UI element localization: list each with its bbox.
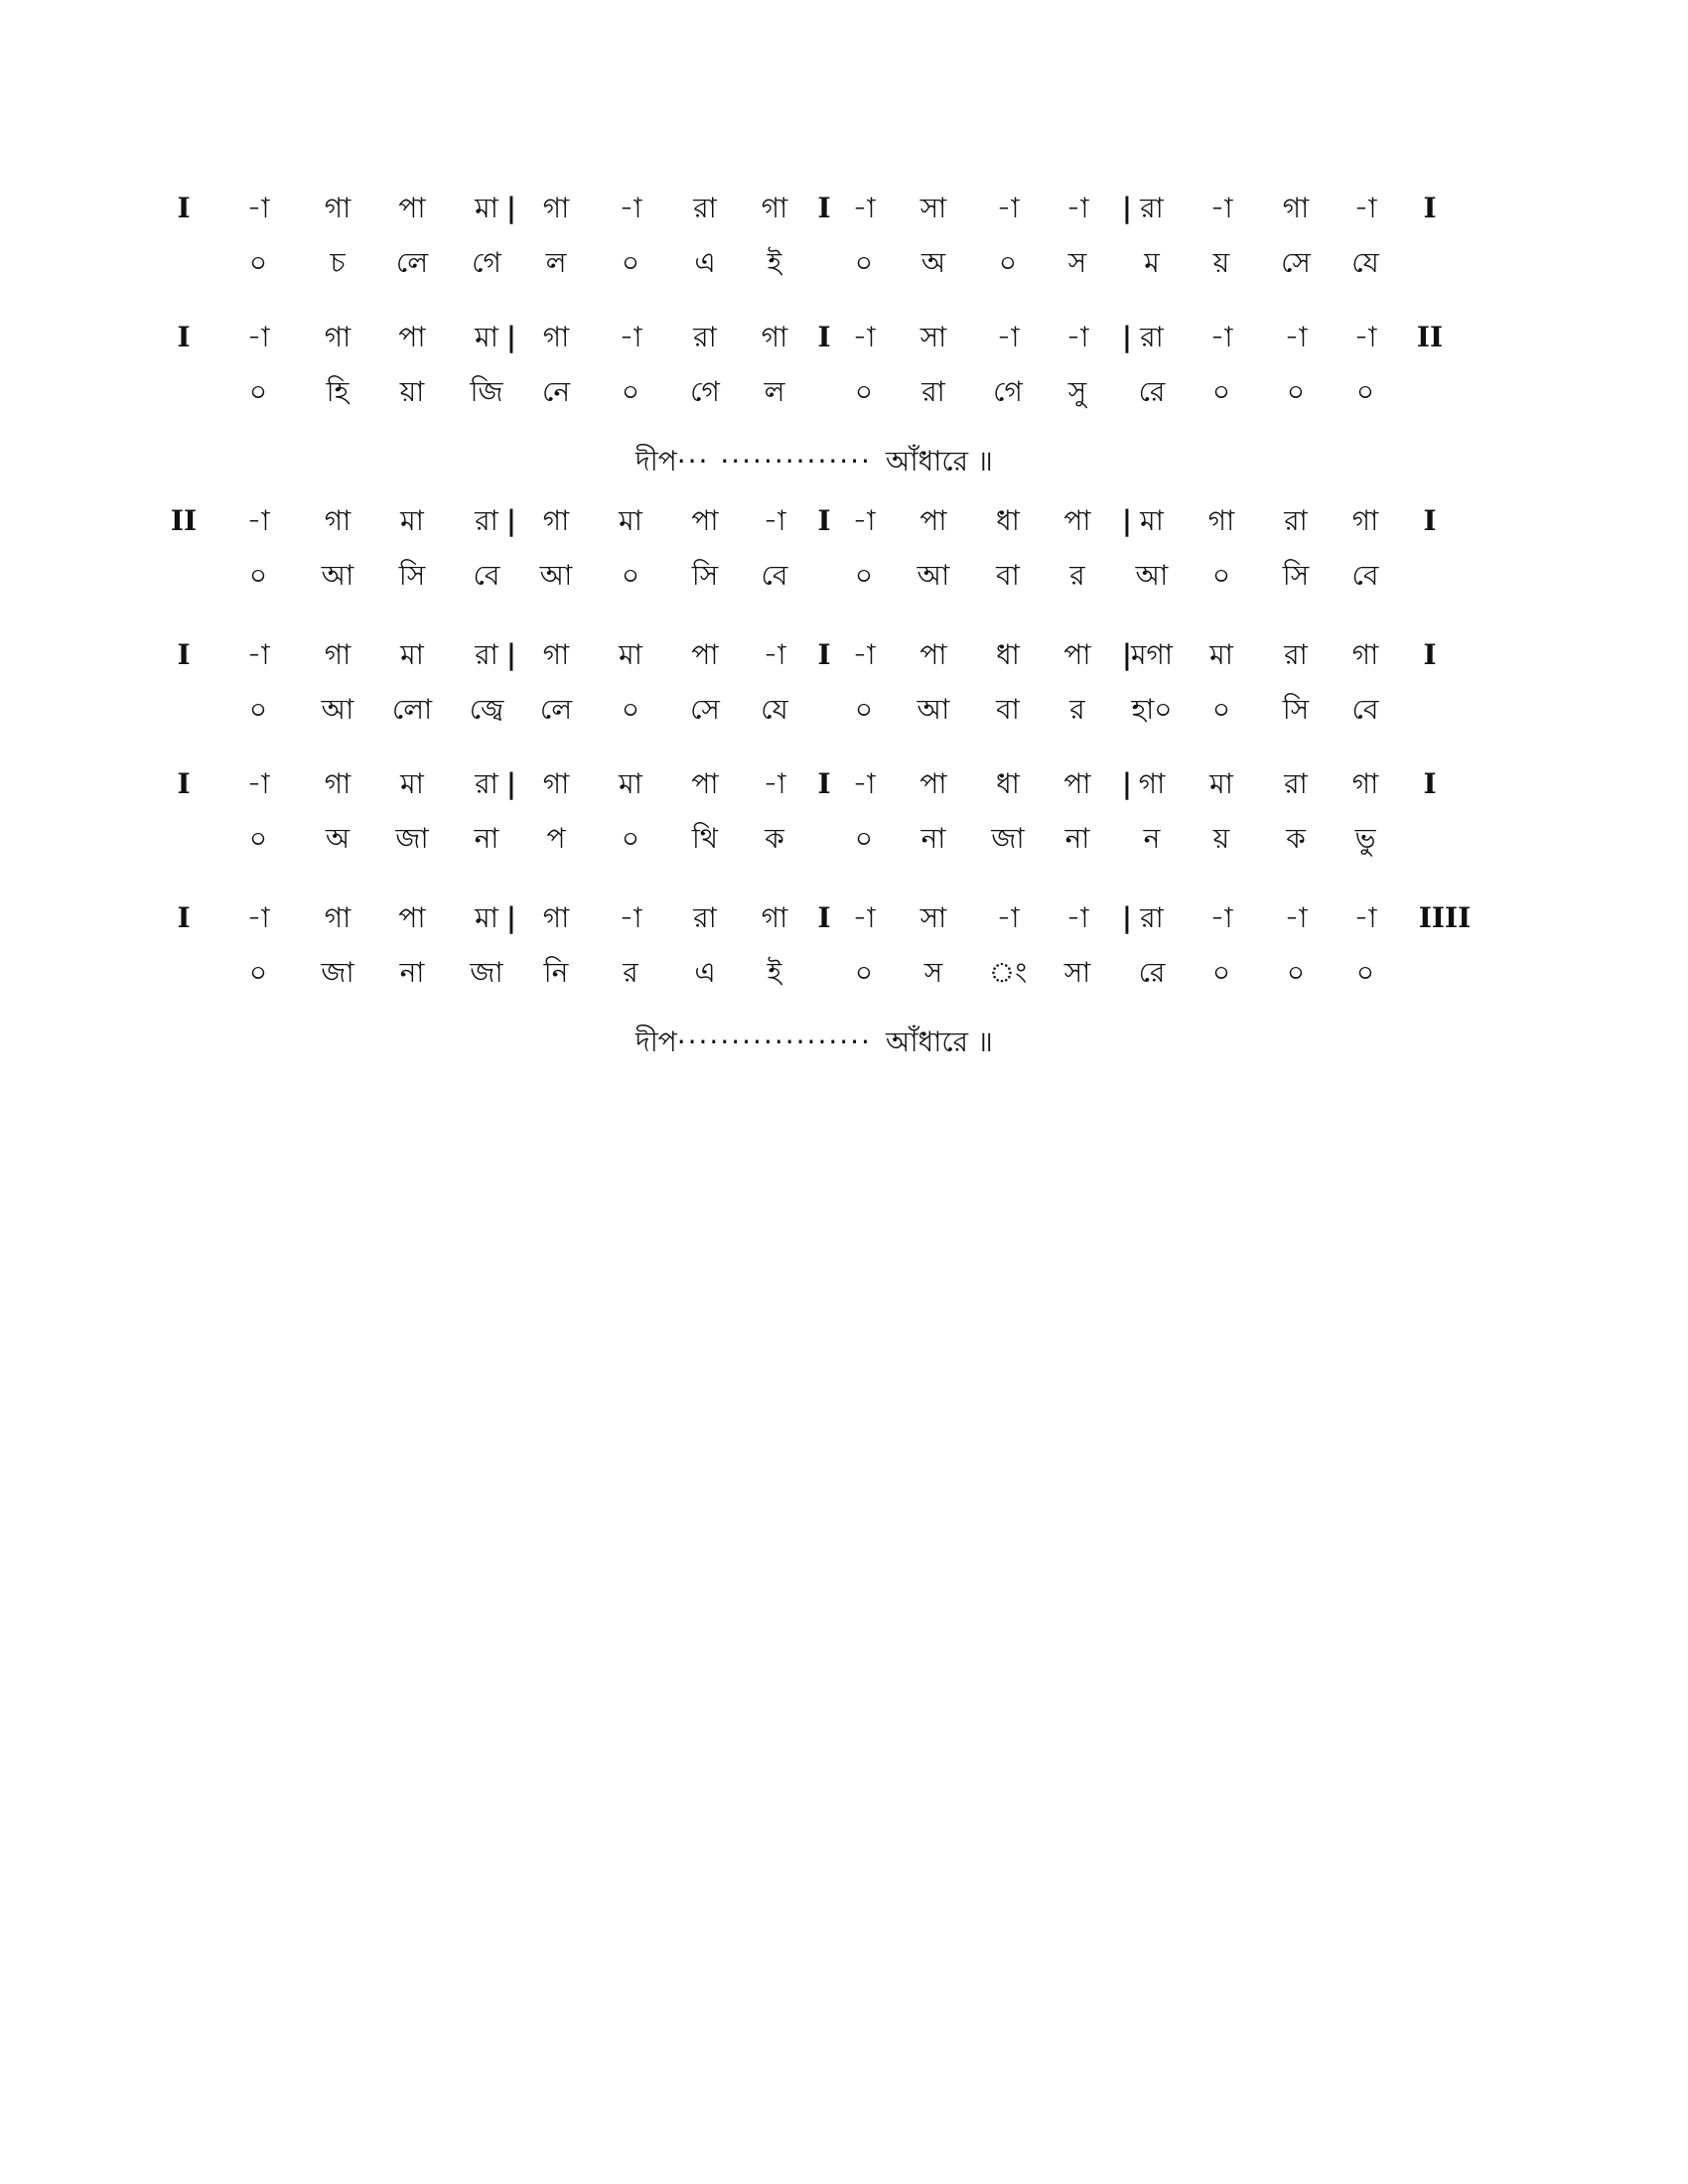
note: মগা — [1130, 638, 1174, 671]
barline: | — [505, 192, 517, 224]
refrain-start: দীপ — [635, 1025, 677, 1058]
note: গা — [761, 901, 788, 934]
note: ধা — [996, 638, 1020, 671]
lyric-syllable: ০ — [248, 693, 268, 726]
note: -া — [996, 901, 1020, 934]
barline: I — [177, 767, 191, 800]
note: -া — [246, 901, 270, 934]
note: গা — [761, 321, 788, 353]
lyric-syllable: ০ — [621, 693, 640, 726]
barline: | — [1121, 504, 1133, 537]
lyric-syllable: ল — [764, 375, 785, 408]
lyric-syllable: জি — [470, 375, 503, 408]
lyric-syllable: ০ — [621, 375, 640, 408]
note: রা — [1140, 192, 1164, 224]
note: মা — [475, 901, 498, 934]
barline: I — [1423, 767, 1437, 800]
note: গা — [542, 638, 570, 671]
lyric-syllable: লো — [391, 693, 433, 726]
barline: I — [1423, 192, 1437, 224]
note: -া — [852, 192, 876, 224]
barline: | — [505, 901, 517, 934]
lyric-syllable: ০ — [248, 246, 268, 279]
note: গা — [1351, 504, 1379, 537]
note: পা — [691, 504, 719, 537]
note: গা — [542, 321, 570, 353]
note: -া — [852, 767, 876, 800]
lyric-syllable: ০ — [1211, 375, 1231, 408]
lyric-syllable: ০ — [621, 246, 640, 279]
note: -া — [1353, 321, 1377, 353]
lyric-syllable: গে — [690, 375, 720, 408]
note: -া — [1209, 901, 1233, 934]
lyric-syllable: ০ — [854, 246, 874, 279]
note: রা — [1140, 321, 1164, 353]
lyric-syllable: ০ — [854, 693, 874, 726]
note: রা — [1140, 901, 1164, 934]
note: সা — [919, 321, 947, 353]
note: মা — [400, 638, 424, 671]
note: সা — [919, 901, 947, 934]
barline: | — [1121, 321, 1133, 353]
note: গা — [761, 192, 788, 224]
note: পা — [919, 504, 947, 537]
note: গা — [324, 767, 352, 800]
note: মা — [619, 767, 642, 800]
lyric-syllable: ০ — [854, 375, 874, 408]
lyric-syllable: প — [546, 822, 566, 855]
lyric-syllable: সু — [1067, 375, 1087, 408]
lyric-syllable: আ — [539, 559, 573, 592]
note: -া — [763, 504, 786, 537]
lyric-syllable: য় — [1212, 246, 1230, 279]
lyric-syllable: সা — [1063, 956, 1091, 989]
barline: I — [1423, 504, 1437, 537]
lyric-syllable: না — [1064, 822, 1090, 855]
note: -া — [852, 321, 876, 353]
barline: I — [177, 901, 191, 934]
lyric-syllable: ই — [767, 246, 782, 279]
lyric-syllable: যে — [1351, 246, 1379, 279]
lyric-syllable: বে — [1351, 559, 1379, 592]
barline: | — [505, 767, 517, 800]
note: ধা — [996, 767, 1020, 800]
lyric-syllable: এ — [694, 956, 716, 989]
lyric-syllable: সে — [690, 693, 720, 726]
note: রা — [1284, 638, 1308, 671]
refrain-start: দীপ — [635, 445, 677, 478]
lyric-syllable: সি — [398, 559, 426, 592]
lyric-syllable: না — [474, 822, 499, 855]
lyrics-row — [0, 819, 1688, 859]
barline: I — [177, 192, 191, 224]
note: -া — [1284, 321, 1308, 353]
lyric-syllable: নি — [543, 956, 569, 989]
note: মা — [619, 638, 642, 671]
note: পা — [398, 321, 426, 353]
note: রা — [1284, 767, 1308, 800]
note: -া — [996, 192, 1020, 224]
lyric-syllable: বে — [473, 559, 500, 592]
lyric-syllable: র — [623, 956, 638, 989]
note: রা — [475, 767, 498, 800]
lyric-syllable: আ — [916, 559, 950, 592]
note: গা — [1282, 192, 1310, 224]
lyric-syllable: গে — [472, 246, 501, 279]
lyrics-row — [0, 556, 1688, 596]
note: পা — [1063, 504, 1091, 537]
note: -া — [246, 321, 270, 353]
lyric-syllable: ০ — [248, 375, 268, 408]
note: রা — [693, 321, 717, 353]
note: গা — [542, 767, 570, 800]
lyric-syllable: বে — [1351, 693, 1379, 726]
notes-row — [0, 189, 1688, 228]
note: ধা — [996, 504, 1020, 537]
refrain-line — [635, 1023, 993, 1062]
refrain-line — [635, 442, 993, 481]
lyric-syllable: নে — [541, 375, 571, 408]
lyric-syllable: সে — [1281, 246, 1311, 279]
lyric-syllable: হা০ — [1131, 693, 1173, 726]
note: রা — [693, 192, 717, 224]
barline: I — [817, 901, 831, 934]
note: রা — [693, 901, 717, 934]
barline: I — [817, 504, 831, 537]
lyric-syllable: আ — [321, 559, 354, 592]
lyric-syllable: বা — [996, 693, 1020, 726]
note: -া — [763, 767, 786, 800]
lyric-syllable: স — [923, 956, 943, 989]
lyric-syllable: আ — [321, 693, 354, 726]
lyric-syllable: ০ — [854, 559, 874, 592]
note: মা — [1140, 504, 1164, 537]
barline: II — [170, 504, 198, 537]
note: পা — [398, 192, 426, 224]
lyric-syllable: ০ — [1211, 693, 1231, 726]
note: -া — [1353, 192, 1377, 224]
note: -া — [852, 901, 876, 934]
lyric-syllable: থি — [691, 822, 719, 855]
notes-row — [0, 635, 1688, 675]
barline: I — [817, 638, 831, 671]
note: মা — [1209, 638, 1233, 671]
note: -া — [1284, 901, 1308, 934]
lyric-syllable: অ — [325, 822, 351, 855]
note: গা — [324, 901, 352, 934]
barline: IIII — [1418, 901, 1472, 934]
lyric-syllable: যে — [761, 693, 788, 726]
lyric-syllable: ০ — [1355, 956, 1375, 989]
lyric-syllable: ক — [1286, 822, 1306, 855]
barline: | — [1121, 638, 1133, 671]
note: পা — [919, 638, 947, 671]
lyrics-row — [0, 953, 1688, 993]
lyric-syllable: ০ — [1211, 559, 1231, 592]
barline: I — [1423, 638, 1437, 671]
note: গা — [1207, 504, 1235, 537]
note: -া — [1353, 901, 1377, 934]
lyric-syllable: রা — [921, 375, 945, 408]
lyric-syllable: ০ — [248, 956, 268, 989]
refrain-dots: ·················· — [676, 1025, 872, 1058]
lyric-syllable: ০ — [1286, 956, 1306, 989]
lyric-syllable: য় — [1212, 822, 1230, 855]
lyric-syllable: আ — [916, 693, 950, 726]
lyric-syllable: ং — [988, 956, 1028, 989]
barline: I — [817, 321, 831, 353]
lyric-syllable: ভু — [1354, 822, 1376, 855]
note: পা — [1063, 638, 1091, 671]
note: রা — [475, 504, 498, 537]
lyric-syllable: ০ — [1355, 375, 1375, 408]
note: -া — [1065, 901, 1089, 934]
lyric-syllable: সি — [691, 559, 719, 592]
barline: I — [177, 321, 191, 353]
lyric-syllable: ০ — [621, 559, 640, 592]
lyric-syllable: ০ — [854, 956, 874, 989]
barline: II — [1416, 321, 1444, 353]
lyric-syllable: ক — [765, 822, 784, 855]
note: সা — [919, 192, 947, 224]
note: -া — [852, 504, 876, 537]
note: মা — [619, 504, 642, 537]
refrain-end: আঁধারে ॥ — [885, 1025, 993, 1058]
lyric-syllable: ০ — [1286, 375, 1306, 408]
note: -া — [1209, 321, 1233, 353]
lyric-syllable: লে — [539, 693, 573, 726]
lyric-syllable: না — [399, 956, 425, 989]
lyric-syllable: ০ — [854, 822, 874, 855]
lyric-syllable: সি — [1282, 693, 1310, 726]
note: মা — [400, 504, 424, 537]
lyrics-row — [0, 690, 1688, 730]
lyric-syllable: সি — [1282, 559, 1310, 592]
lyric-syllable: রে — [1138, 375, 1166, 408]
note: পা — [1063, 767, 1091, 800]
note: পা — [691, 767, 719, 800]
lyric-syllable: হি — [326, 375, 350, 408]
lyric-syllable: ই — [767, 956, 782, 989]
note: -া — [246, 192, 270, 224]
lyric-syllable: ন — [1143, 822, 1161, 855]
note: গা — [324, 321, 352, 353]
note: -া — [619, 901, 642, 934]
lyric-syllable: অ — [920, 246, 946, 279]
note: গা — [1351, 767, 1379, 800]
note: পা — [398, 901, 426, 934]
note: -া — [246, 638, 270, 671]
note: গা — [1138, 767, 1166, 800]
refrain-dots: ··· ·············· — [676, 445, 872, 478]
barline: | — [1121, 767, 1133, 800]
lyric-syllable: স — [1067, 246, 1087, 279]
notes-row — [0, 764, 1688, 804]
lyric-syllable: ০ — [248, 559, 268, 592]
lyric-syllable: জা — [991, 822, 1025, 855]
barline: I — [817, 767, 831, 800]
note: -া — [246, 767, 270, 800]
lyric-syllable: ০ — [998, 246, 1018, 279]
refrain-end: আঁধারে ॥ — [885, 445, 993, 478]
lyric-syllable: চ — [330, 246, 346, 279]
notes-row — [0, 898, 1688, 938]
lyric-syllable: য়া — [399, 375, 425, 408]
note: মা — [475, 321, 498, 353]
note: মা — [1209, 767, 1233, 800]
lyric-syllable: ম — [1144, 246, 1160, 279]
note: পা — [919, 767, 947, 800]
note: গা — [542, 192, 570, 224]
lyric-syllable: বা — [996, 559, 1020, 592]
lyric-syllable: গে — [993, 375, 1023, 408]
note: গা — [324, 504, 352, 537]
notes-row — [0, 318, 1688, 357]
note: -া — [996, 321, 1020, 353]
note: -া — [619, 192, 642, 224]
barline: I — [177, 638, 191, 671]
note: পা — [691, 638, 719, 671]
note: গা — [542, 504, 570, 537]
lyric-syllable: এ — [694, 246, 716, 279]
note: -া — [1065, 192, 1089, 224]
note: রা — [475, 638, 498, 671]
lyric-syllable: ০ — [248, 822, 268, 855]
note: রা — [1284, 504, 1308, 537]
lyric-syllable: জ্বে — [469, 693, 504, 726]
lyric-syllable: জা — [321, 956, 354, 989]
barline: | — [1121, 901, 1133, 934]
lyric-syllable: ০ — [1211, 956, 1231, 989]
barline: I — [817, 192, 831, 224]
lyric-syllable: ০ — [621, 822, 640, 855]
lyric-syllable: বে — [761, 559, 788, 592]
note: -া — [763, 638, 786, 671]
lyrics-row — [0, 372, 1688, 412]
lyric-syllable: জা — [395, 822, 429, 855]
lyric-syllable: লে — [395, 246, 429, 279]
note: গা — [324, 192, 352, 224]
barline: | — [505, 321, 517, 353]
note: মা — [400, 767, 424, 800]
lyric-syllable: আ — [1135, 559, 1169, 592]
note: -া — [619, 321, 642, 353]
lyric-syllable: র — [1069, 693, 1085, 726]
lyric-syllable: রে — [1138, 956, 1166, 989]
note: গা — [324, 638, 352, 671]
barline: | — [1121, 192, 1133, 224]
barline: | — [505, 504, 517, 537]
barline: | — [505, 638, 517, 671]
lyric-syllable: র — [1069, 559, 1085, 592]
lyric-syllable: না — [920, 822, 946, 855]
lyric-syllable: ল — [545, 246, 567, 279]
note: গা — [1351, 638, 1379, 671]
note: গা — [542, 901, 570, 934]
lyric-syllable: জা — [470, 956, 503, 989]
note: -া — [1209, 192, 1233, 224]
note: -া — [852, 638, 876, 671]
note: -া — [1065, 321, 1089, 353]
note: -া — [246, 504, 270, 537]
note: মা — [475, 192, 498, 224]
notes-row — [0, 501, 1688, 541]
lyrics-row — [0, 243, 1688, 283]
